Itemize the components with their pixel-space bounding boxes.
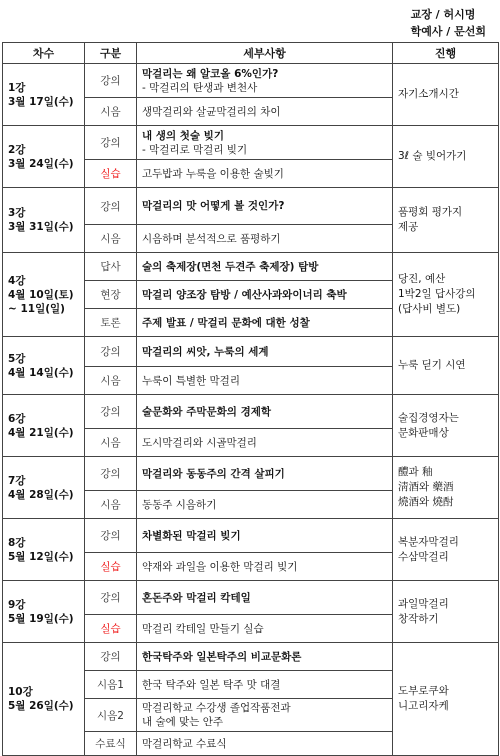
round-line: 9강: [8, 598, 26, 611]
detail-text: 막걸리 양조장 탐방 / 예산사과와이너리 축박: [142, 288, 347, 301]
progress-line: 醴과 釉: [398, 466, 433, 478]
table-row: [3, 581, 499, 615]
session-round-cell: [3, 188, 85, 253]
detail-text: 막걸리학교 수료식: [142, 737, 227, 750]
round-line: 6강: [8, 412, 26, 425]
row-type: 강의: [85, 337, 137, 367]
curator-line: 학예사 / 문선희: [410, 25, 486, 38]
row-type: 강의: [85, 395, 137, 429]
session-round-cell: [3, 253, 85, 337]
detail-text: 한국탁주와 일본탁주의 비교문화론: [142, 650, 302, 663]
detail-text: 막걸리의 맛 어떻게 볼 것인가?: [142, 200, 285, 212]
row-type: 강의: [85, 581, 137, 615]
round-line: 2강: [8, 143, 26, 156]
session-round-cell: [3, 395, 85, 457]
row-type: 강의: [85, 519, 137, 553]
progress-line: 수삼막걸리: [398, 550, 449, 563]
detail-text: 동동주 시음하기: [142, 498, 217, 511]
round-line: 3월 17일(수): [8, 95, 74, 108]
progress-line: 자기소개시간: [398, 88, 459, 100]
row-detail: [137, 429, 393, 457]
row-type: 실습: [85, 615, 137, 643]
progress-line: 1박2일 답사강의: [398, 288, 476, 300]
detail-text: 술의 축제장(면천 두견주 축제장) 탐방: [142, 260, 319, 273]
progress-line: 니고리자케: [398, 700, 449, 712]
row-type: 수료식: [85, 732, 137, 756]
detail-text: 막걸리학교 수강생 졸업작품전과: [142, 702, 291, 714]
row-detail: [137, 732, 393, 756]
row-detail: [137, 337, 393, 367]
detail-text: 막걸리 칵테일 만들기 실습: [142, 622, 264, 635]
progress-line: 제공: [398, 221, 419, 233]
session-round-cell: [3, 643, 85, 756]
table-row: [3, 395, 499, 429]
session-round-cell: [3, 64, 85, 126]
round-line: 4월 10일(토): [8, 288, 74, 301]
table-row: [3, 519, 499, 553]
detail-text: 생막걸리와 살균막걸리의 차이: [142, 105, 281, 118]
detail-subtext: 내 술에 맞는 안주: [142, 716, 224, 728]
table-header-row: [3, 43, 499, 64]
round-line: 5월 19일(수): [8, 612, 74, 625]
table-row: [3, 64, 499, 98]
detail-text: 술문화와 주막문화의 경제학: [142, 405, 272, 418]
row-type: 시음: [85, 491, 137, 519]
round-line: 7강: [8, 474, 26, 487]
detail-text: 혼돈주와 막걸리 칵테일: [142, 591, 251, 604]
session-progress-cell: [393, 519, 499, 581]
detail-text: 고두밥과 누룩을 이용한 술빚기: [142, 167, 284, 180]
session-progress-cell: [393, 581, 499, 643]
row-type: 시음: [85, 367, 137, 395]
session-progress-cell: [393, 188, 499, 253]
round-line: 8강: [8, 536, 26, 549]
row-type: 강의: [85, 188, 137, 225]
table-row: [3, 643, 499, 671]
detail-text: 누룩이 특별한 막걸리: [142, 374, 240, 387]
progress-line: 淸酒와 藥酒: [398, 481, 454, 493]
row-detail: [137, 126, 393, 160]
round-line: 10강: [8, 686, 33, 698]
round-line: 3월 24일(수): [8, 157, 74, 170]
progress-line: 누룩 딛기 시연: [398, 359, 466, 371]
row-type: 강의: [85, 64, 137, 98]
row-type: 강의: [85, 457, 137, 491]
row-detail: [137, 699, 393, 732]
progress-line: 품평회 평가지: [398, 206, 463, 218]
row-detail: [137, 491, 393, 519]
progress-line: 문화판매상: [398, 426, 449, 439]
header-progress: 진행: [393, 43, 499, 64]
detail-text: 시음하며 분석적으로 품평하기: [142, 232, 281, 245]
header-round: 차수: [3, 43, 85, 64]
session-progress-cell: [393, 126, 499, 188]
page-header: [411, 6, 486, 40]
detail-text: 약재와 과일을 이용한 막걸리 빚기: [142, 560, 298, 573]
row-type: 토론: [85, 309, 137, 337]
detail-text: 한국 탁주와 일본 탁주 맛 대결: [142, 678, 281, 691]
row-detail: [137, 615, 393, 643]
detail-text: 주제 발표 / 막걸리 문화에 대한 성찰: [142, 316, 310, 329]
row-type: 시음2: [85, 699, 137, 732]
session-progress-cell: [393, 457, 499, 519]
round-line: 4월 14일(수): [8, 366, 74, 379]
progress-line: 과일막걸리: [398, 597, 449, 610]
progress-line: 도부로쿠와: [398, 685, 449, 697]
row-type: 실습: [85, 160, 137, 188]
session-progress-cell: [393, 643, 499, 756]
session-progress-cell: [393, 395, 499, 457]
table-row: [3, 253, 499, 281]
detail-text: 막걸리와 동동주의 간격 살피기: [142, 467, 285, 480]
row-detail: [137, 457, 393, 491]
row-detail: [137, 160, 393, 188]
session-round-cell: [3, 519, 85, 581]
row-detail: [137, 253, 393, 281]
row-detail: [137, 367, 393, 395]
detail-subtext: - 막걸리의 탄생과 변천사: [142, 81, 258, 94]
progress-line: 복분자막걸리: [398, 535, 459, 548]
round-line: 5월 26일(수): [8, 700, 74, 712]
session-progress-cell: [393, 253, 499, 337]
row-type: 시음: [85, 98, 137, 126]
round-line: 4월 28일(수): [8, 488, 74, 501]
row-type: 시음1: [85, 671, 137, 699]
row-type: 답사: [85, 253, 137, 281]
progress-line: (답사비 별도): [398, 303, 461, 315]
row-detail: [137, 553, 393, 581]
session-round-cell: [3, 581, 85, 643]
progress-line: 燒酒와 燒酎: [398, 496, 454, 508]
round-line: 1강: [8, 81, 26, 94]
row-detail: [137, 225, 393, 253]
row-detail: [137, 309, 393, 337]
round-line: ~ 11일(일): [8, 302, 65, 315]
round-line: 5강: [8, 352, 26, 365]
row-detail: [137, 98, 393, 126]
progress-line: 창작하기: [398, 612, 439, 625]
header-type: 구분: [85, 43, 137, 64]
table-row: [3, 188, 499, 225]
table-row: [3, 126, 499, 160]
session-progress-cell: [393, 64, 499, 126]
curriculum-table: [2, 42, 499, 756]
detail-text: 막걸리의 씨앗, 누룩의 세계: [142, 345, 269, 358]
table-row: [3, 457, 499, 491]
progress-line: 당진, 예산: [398, 273, 446, 285]
detail-text: 내 생의 첫술 빚기: [142, 129, 224, 142]
row-type: 시음: [85, 225, 137, 253]
row-type: 실습: [85, 553, 137, 581]
progress-line: 3ℓ 술 빚어가기: [398, 150, 467, 162]
round-line: 4월 21일(수): [8, 426, 74, 439]
progress-line: 술집경영자는: [398, 411, 459, 424]
detail-text: 막걸리는 왜 알코올 6%인가?: [142, 67, 279, 80]
principal-line: 교장 / 허시명: [410, 8, 476, 21]
row-detail: [137, 519, 393, 553]
detail-text: 차별화된 막걸리 빚기: [142, 529, 241, 542]
session-round-cell: [3, 457, 85, 519]
row-detail: [137, 395, 393, 429]
row-detail: [137, 671, 393, 699]
row-type: 시음: [85, 429, 137, 457]
round-line: 3강: [8, 207, 26, 219]
row-detail: [137, 581, 393, 615]
row-detail: [137, 188, 393, 225]
round-line: 5월 12일(수): [8, 550, 74, 563]
row-detail: [137, 64, 393, 98]
row-type: 현장: [85, 281, 137, 309]
detail-text: 도시막걸리와 시골막걸리: [142, 436, 257, 449]
row-detail: [137, 281, 393, 309]
round-line: 4강: [8, 274, 26, 287]
session-round-cell: [3, 126, 85, 188]
row-detail: [137, 643, 393, 671]
header-detail: 세부사항: [137, 43, 393, 64]
session-round-cell: [3, 337, 85, 395]
row-type: 강의: [85, 126, 137, 160]
table-body: [3, 64, 499, 756]
round-line: 3월 31일(수): [8, 221, 74, 233]
detail-subtext: - 막걸리로 막걸리 빚기: [142, 143, 248, 156]
row-type: 강의: [85, 643, 137, 671]
table-row: [3, 337, 499, 367]
session-progress-cell: [393, 337, 499, 395]
